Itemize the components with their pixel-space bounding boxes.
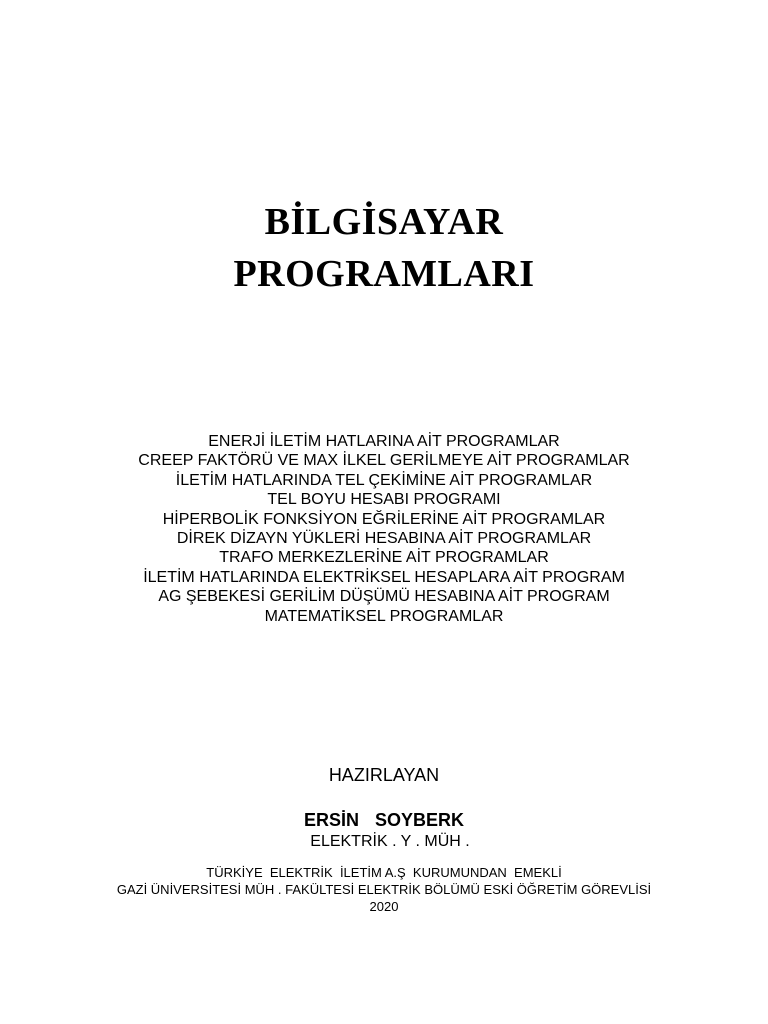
program-item: TRAFO MERKEZLERİNE AİT PROGRAMLAR — [219, 549, 549, 567]
author-name: ERSİN SOYBERK — [303, 810, 465, 830]
title-line-2: PROGRAMLARI — [233, 253, 535, 295]
program-item: ENERJİ İLETİM HATLARINA AİT PROGRAMLAR — [208, 433, 560, 450]
program-item: TEL BOYU HESABI PROGRAMI — [267, 491, 501, 509]
program-item: CREEP FAKTÖRÜ VE MAX İLKEL GERİLMEYE AİT PROGRAMLAR — [138, 452, 630, 470]
footer-line-university: GAZİ ÜNİVERSİTESİ MÜH . FAKÜLTESİ ELEKTRİK BÖLÜMÜ ESKİ ÖĞRETİM GÖREVLİSİ — [116, 882, 652, 897]
program-item: İLETİM HATLARINDA ELEKTRİKSEL HESAPLARA AİT PROGRAM — [143, 568, 625, 586]
program-item: AG ŞEBEKESİ GERİLİM DÜŞÜMÜ HESABINA AİT PROGRAM — [158, 588, 610, 606]
author-title: ELEKTRİK . Y . MÜH . — [310, 833, 470, 850]
title-line-1: BİLGİSAYAR — [264, 201, 504, 243]
program-list — [0, 432, 768, 626]
program-item: İLETİM HATLARINDA TEL ÇEKİMİNE AİT PROGRAMLAR — [175, 471, 593, 489]
program-item: MATEMATİKSEL PROGRAMLAR — [264, 607, 504, 625]
program-item: HİPERBOLİK FONKSİYON EĞRİLERİNE AİT PROGRAMLAR — [162, 510, 606, 528]
footer-line-retired: TÜRKİYE ELEKTRİK İLETİM A.Ş KURUMUNDAN EMEKLİ — [206, 865, 562, 880]
footer-year: 2020 — [369, 899, 399, 914]
program-item: DİREK DİZAYN YÜKLERİ HESABINA AİT PROGRAMLAR — [176, 530, 592, 548]
prepared-by-label: HAZIRLAYAN — [328, 765, 440, 785]
